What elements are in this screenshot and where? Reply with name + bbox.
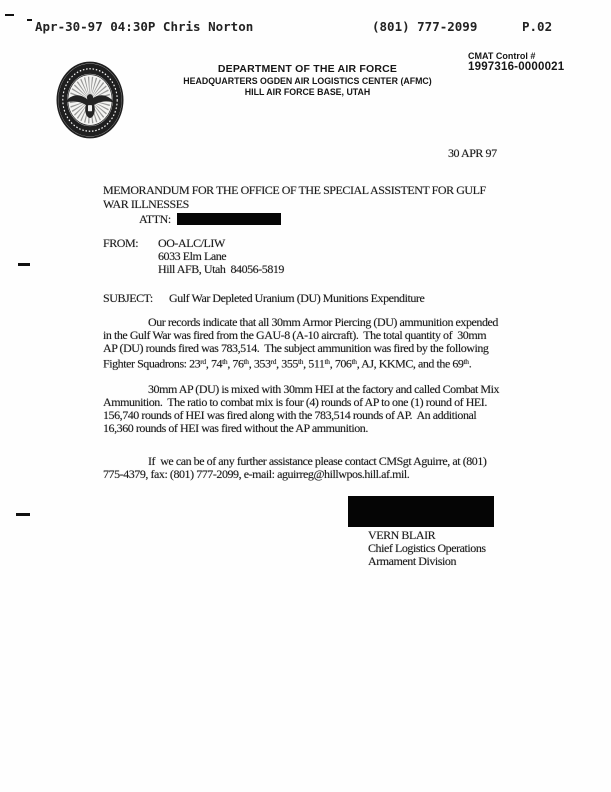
subject-row xyxy=(103,292,424,305)
attn-row xyxy=(103,211,486,227)
p2-line-1: 30mm AP (DU) is mixed with 30mm HEI at the factory and called Combat Mix xyxy=(148,382,500,396)
scan-mark-left-margin-lower xyxy=(16,513,30,516)
subject-text: Gulf War Depleted Uranium (DU) Munitions Expenditure xyxy=(169,291,425,305)
fax-transmission-header xyxy=(0,19,611,35)
cmat-control-block xyxy=(468,51,564,74)
body-paragraph-3 xyxy=(103,455,486,481)
fax-phone-number: (801) 777-2099 xyxy=(372,19,478,34)
p2-line-3: 156,740 rounds of HEI was fired along with the 783,514 rounds of AP. An additional xyxy=(103,408,477,422)
scan-mark-top-left xyxy=(5,14,14,16)
cmat-control-number: 1997316-0000021 xyxy=(468,61,565,73)
from-office: OO-ALC/LIW xyxy=(158,236,225,250)
from-block xyxy=(103,237,284,276)
from-address-2: Hill AFB, Utah 84056-5819 xyxy=(158,262,284,276)
letterhead xyxy=(150,63,465,98)
memorandum-line-1: MEMORANDUM FOR THE OFFICE OF THE SPECIAL ASSISTENT FOR GULF xyxy=(103,183,486,197)
subject-label: SUBJECT: xyxy=(103,291,153,305)
body-paragraph-1 xyxy=(103,316,498,371)
p3-line-2: 775-4379, fax: (801) 777-2099, e-mail: aguirreg@hillwpos.hill.af.mil. xyxy=(103,467,410,481)
signatory-name: VERN BLAIR xyxy=(368,528,436,542)
dod-seal-icon xyxy=(56,61,124,139)
attn-redaction-bar xyxy=(177,213,281,225)
attn-label: ATTN: xyxy=(139,212,171,226)
signature-redaction-box xyxy=(348,496,494,527)
p1-line-4: Fighter Squadrons: 23rd, 74th, 76th, 353rd, 355th, 511th, 706th, AJ, KKMC, and the 69th. xyxy=(103,356,472,371)
p2-line-2: Ammunition. The ratio to combat mix is four (4) rounds of AP to one (1) round of HEI. xyxy=(103,395,487,409)
letterhead-department: DEPARTMENT OF THE AIR FORCE xyxy=(217,63,398,75)
letterhead-headquarters: HEADQUARTERS OGDEN AIR LOGISTICS CENTER (AFMC) xyxy=(183,75,432,86)
scan-mark-left-margin-upper xyxy=(18,263,30,266)
subject-line xyxy=(103,292,424,305)
fax-sender-line: Apr-30-97 04:30P Chris Norton xyxy=(35,19,254,34)
from-address-1: 6033 Elm Lane xyxy=(158,249,227,263)
document-date: 30 APR 97 xyxy=(448,146,497,160)
signature-block xyxy=(368,529,486,568)
memorandum-line-2: WAR ILLNESSES xyxy=(103,196,189,211)
memorandum-heading xyxy=(103,184,486,227)
p1-line-3: AP (DU) rounds fired was 783,514. The subject ammunition was fired by the following xyxy=(103,341,489,355)
p1-line-1: Our records indicate that all 30mm Armor Piercing (DU) ammunition expended xyxy=(148,315,498,329)
from-label: FROM: xyxy=(103,236,139,250)
signatory-title-1: Chief Logistics Operations xyxy=(368,541,486,555)
fax-page-number: P.02 xyxy=(522,19,553,34)
body-paragraph-2 xyxy=(103,383,499,435)
p1-line-2: in the Gulf War was fired from the GAU-8 (A-10 aircraft). The total quantity of 30mm xyxy=(103,328,487,342)
letterhead-base: HILL AIR FORCE BASE, UTAH xyxy=(244,86,371,97)
signatory-title-2: Armament Division xyxy=(368,554,457,568)
p2-line-4: 16,360 rounds of HEI was fired without the AP ammunition. xyxy=(103,421,368,435)
cmat-control-label: CMAT Control # xyxy=(468,51,536,61)
p3-line-1: If we can be of any further assistance please contact CMSgt Aguirre, at (801) xyxy=(148,454,487,468)
